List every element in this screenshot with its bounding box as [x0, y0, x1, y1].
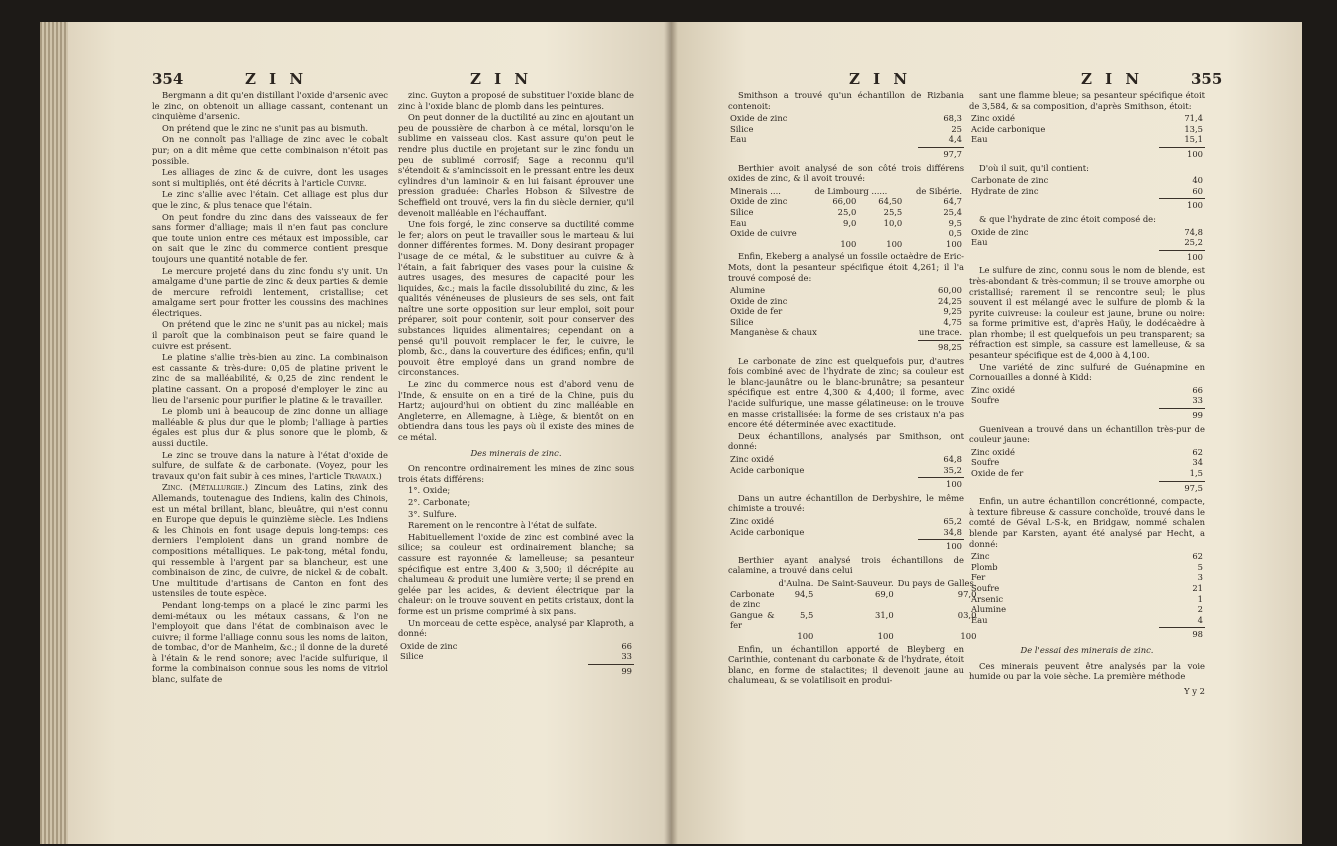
table-label: Silice — [730, 206, 754, 217]
composition-table — [969, 227, 1205, 248]
table-row — [728, 134, 964, 145]
page-edges — [40, 22, 68, 844]
table-total-row — [728, 239, 964, 250]
entry-heading: Zinc. (Métallurgie.) — [162, 482, 249, 493]
running-head-col2: Z I N — [470, 70, 533, 88]
paragraph: On rencontre ordinairement les mines de zinc sous trois états différens: — [398, 463, 634, 484]
table-value: 4,4 — [948, 134, 962, 145]
paragraph: Pendant long-temps on a placé le zinc parmi les demi-métaux ou les métaux cassans, & l'on ne l'employoit que dans l'état de combinaison avec le cuivre; il forme l'alliage connu sous les noms de laiton, de tombac, d'or de Manheim, &c.; il donne de la dureté à l'étain & le rend sonore; avec l'acide sulfurique, il forme la combinaison connue sous les noms de vitriol blanc, sulfate de — [152, 599, 388, 685]
paragraph — [152, 167, 388, 188]
left-column-1 — [152, 90, 388, 686]
table-label: Alumine — [971, 604, 1007, 615]
running-head-col2: Z I N — [1081, 70, 1144, 88]
table-label: Oxide de zinc — [971, 226, 1029, 237]
paragraph: Le plomb uni à beaucoup de zinc donne un alliage malléable & plus dur que le plomb; l'alliage à parties égales est plus dur & plus sonore que le plomb, & aussi ductile. — [152, 406, 388, 448]
table-header: Du pays de Galles. — [897, 577, 977, 588]
table-header: de Limbourg ...... — [814, 185, 888, 196]
table-total: 97,5 — [1184, 482, 1203, 493]
paragraph: On prétend que le zinc ne s'unit pas au nickel; mais il paroît que la combinaison peut se faire quand le cuivre est présent. — [152, 319, 388, 351]
table-value: 65,2 — [943, 515, 962, 526]
table-value: 35,2 — [943, 464, 962, 475]
list-item: 2°. Carbonate; — [408, 496, 471, 507]
table-label: Carbonate de zinc — [730, 588, 775, 610]
table-total: 100 — [946, 238, 962, 249]
table-row — [969, 124, 1205, 135]
table-header: Minerais .... — [730, 185, 781, 196]
paragraph: Berthier avoit analysé de son côté trois différens oxides de zinc, & il avoit trouvé: — [728, 162, 964, 184]
table-row — [969, 615, 1205, 626]
table-label: Acide carbonique — [730, 464, 805, 475]
table-total: 98 — [1192, 629, 1203, 640]
sum-rule — [1159, 408, 1205, 409]
table-row — [728, 317, 964, 328]
paragraph: Smithson a trouvé qu'un échantillon de Rizbania contenoit: — [728, 90, 964, 111]
paragraph — [152, 450, 388, 482]
table-total: 100 — [1187, 251, 1203, 262]
table-row — [969, 551, 1205, 562]
book-spread — [40, 22, 1302, 844]
paragraph: Une fois forgé, le zinc conserve sa ductilité comme le fer; alors on peut le travailler sous le marteau & lui donner différentes formes. M. Dony desirant propager l'usage de ce métal, & le substituer au cuivre & à l'étain, a fait fabriquer des vases pour la cuisine & autres usages, des mesures de capacité pour les liquides, &c.; mais la facile dissolubilité du zinc, & les qualités vénéneuses de plusieurs de ses sels, ont fait naître une sorte opposition sur leur emploi, soit pour préparer, soit pour contenir, soit pour conserver des substances liquides alimentaires; cependant on a pensé qu'il pouvoit remplacer le fer, le cuivre, le plomb, &c., dans la couverture des édifices; enfin, qu'il pouvoit être employé dans un grand nombre de circonstances. — [398, 219, 634, 378]
table-value: 64,7 — [943, 196, 962, 207]
left-page — [40, 22, 671, 844]
table-value: 10,0 — [883, 217, 903, 228]
composition-table — [969, 551, 1205, 625]
paragraph: On ne connoît pas l'alliage de zinc avec le cobalt pur; on a dit même que cette combinaison n'étoit pas possible. — [152, 134, 388, 166]
table-value: 25,0 — [837, 206, 857, 217]
table-label: Oxide de zinc — [730, 196, 788, 207]
table-row — [398, 651, 634, 662]
paragraph: D'où il suit, qu'il contient: — [979, 162, 1089, 173]
table-value: 64,8 — [943, 454, 962, 464]
page-number: 355 — [1191, 70, 1223, 88]
table-total: 100 — [946, 479, 962, 490]
table-row — [728, 527, 964, 538]
list-item: 1°. Oxide; — [408, 485, 451, 496]
paragraph: Enfin, un autre échantillon concrétionné, compacte, à texture fibreuse & cassure conchoïde, trouvé dans le comté de Géval L-S-k, en Bridgaw, nommé schalen blende par Karsten, ayant été analysé par Hecht, a donné: — [969, 496, 1205, 549]
sum-rule — [1159, 627, 1205, 628]
table-label: Oxide de fer — [730, 306, 783, 317]
table-value: 03,0 — [957, 609, 977, 620]
table-label: Zinc oxidé — [971, 446, 1016, 457]
table-value: 34,8 — [943, 526, 962, 537]
table-label: Silice — [730, 123, 754, 134]
right-column-2 — [969, 90, 1205, 696]
table-value: 3 — [1197, 572, 1203, 583]
sum-rule — [918, 340, 964, 341]
table-total: 99 — [621, 665, 632, 676]
table-total: 100 — [946, 541, 962, 552]
table-label: Arsenic — [971, 593, 1004, 604]
paragraph-text: Les alliages de zinc & de cuivre, dont les usages sont si multipliés, ont été décrits à l'article — [152, 167, 388, 188]
table-value: 25,4 — [943, 206, 962, 217]
table-row — [728, 218, 964, 229]
paragraph: Le mercure projeté dans du zinc fondu s'y unit. Un amalgame d'une partie de zinc & deux parties & demie de mercure refroidi lentement, cristallise; cet amalgame sert pour frotter les coussins des machines électriques. — [152, 265, 388, 318]
table-value: 31,0 — [875, 609, 894, 620]
composition-table — [969, 385, 1205, 406]
paragraph: Le zinc du commerce nous est d'abord venu de l'Inde, & ensuite on en a tiré de la Chine, puis du Hartz; aujourd'hui on obtient du zinc malléable en Angleterre, en Allemagne, à Liège, & bientôt on en obtiendra dans tous les pays où il existe des mines de ce métal. — [398, 379, 634, 442]
paragraph: Deux échantillons, analysés par Smithson, ont donné: — [728, 430, 964, 452]
table-label: Soufre — [971, 395, 1000, 406]
paragraph: Berthier ayant analysé trois échantillons de calamine, a trouvé dans celui — [728, 554, 964, 576]
table-value: 2 — [1197, 604, 1203, 615]
table-label: Eau — [971, 237, 988, 248]
paragraph — [152, 482, 388, 599]
table-value: 9,25 — [943, 306, 962, 317]
table-label: Silice — [400, 651, 424, 662]
composition-table — [969, 175, 1205, 196]
table-value: 71,4 — [1184, 113, 1203, 124]
table-label: Eau — [971, 614, 988, 625]
table-row — [969, 385, 1205, 396]
sum-rule — [918, 147, 964, 148]
table-value: 4,75 — [943, 316, 962, 327]
left-column-2 — [398, 90, 634, 679]
table-total: 100 — [1187, 148, 1203, 159]
paragraph: Le zinc s'allie avec l'étain. Cet alliage est plus dur que le zinc, & plus tenace que l'étain. — [152, 189, 388, 210]
table-value: 0,5 — [948, 228, 962, 239]
table-row — [969, 447, 1205, 458]
table-value: 5,5 — [800, 609, 814, 620]
table-value: 66 — [1192, 384, 1203, 395]
table-row — [969, 468, 1205, 479]
paragraph: Le sulfure de zinc, connu sous le nom de blende, est très-abondant & très-commun; il se trouve amorphe ou cristallisé; rarement il se rencontre seul; le plus souvent il est mélangé avec le sulfure de plomb & la pyrite cuivreuse: la couleur est jaune, brune ou noire: sa forme primitive est, d'après Haüy, le dodécaèdre à plan rhombe; il est quelquefois un peu transparent; sa réfraction est simple, sa cassure est lamelleuse, & sa pesanteur spécifique est de 4,000 à 4,100. — [969, 265, 1205, 361]
list-item: 3°. Sulfure. — [408, 508, 457, 519]
table-label: Soufre — [971, 582, 1000, 593]
sum-rule — [1159, 147, 1205, 148]
table-value — [858, 228, 904, 239]
sum-rule — [1159, 198, 1205, 199]
table-row — [969, 604, 1205, 615]
paragraph: Guenivean a trouvé dans un échantillon très-pur de couleur jaune: — [969, 423, 1205, 445]
paragraph: Le platine s'allie très-bien au zinc. La combinaison est cassante & très-dure: 0,05 de platine privent le zinc de sa malléabilité, & 0,25 de zinc rendent le platine cassant. On a proposé d'employer le zinc au lieu de l'arsenic pour purifier le platine & le travailler. — [152, 352, 388, 405]
table-total: 100 — [1187, 200, 1203, 211]
composition-table — [398, 641, 634, 662]
table-total: 100 — [877, 630, 894, 641]
table-label: Manganèse & chaux — [730, 327, 817, 338]
table-row — [969, 227, 1205, 238]
section-title: Des minerais de zinc. — [470, 447, 562, 458]
paragraph: Bergmann a dit qu'en distillant l'oxide d'arsenic avec le zinc, on obtenoit un alliage cassant, contenant un cinquième d'arsenic. — [152, 90, 388, 122]
table-value: 33 — [621, 651, 632, 662]
table-row — [728, 296, 964, 307]
table-value: 24,25 — [938, 295, 962, 306]
running-head: Z I N — [245, 70, 308, 88]
table-total: 98,25 — [938, 342, 962, 353]
table-row — [728, 207, 964, 218]
table-value: 69,0 — [875, 588, 894, 599]
comparison-table — [728, 186, 964, 250]
paragraph: On peut donner de la ductilité au zinc en ajoutant un peu de poussière de charbon à ce métal, lorsqu'on le sublime en vaisseau clos. Kast assure qu'on peut le rendre plus ductile en projetant sur le zinc fondu un peu de sublimé corrosif; Sage a reconnu qu'il s'étendoit & s'amincissoit en le pressant entre les deux cylindres d'un laminoir & en lui faisant éprouver une pression graduée: Charles Hobson & Silvestre de Scheffield ont trouvé, vers la fin du siècle dernier, qu'il devenoit malléable en l'échauffant. — [398, 112, 634, 218]
table-row — [969, 583, 1205, 594]
table-value: 66,00 — [832, 196, 857, 207]
sum-rule — [1159, 481, 1205, 482]
table-value: 33 — [1192, 395, 1203, 406]
table-value: 68,3 — [943, 113, 962, 124]
running-head: Z I N — [849, 70, 912, 88]
paragraph: zinc. Guyton a proposé de substituer l'oxide blanc de zinc à l'oxide blanc de plomb dans les peintures. — [398, 90, 634, 111]
table-row — [969, 457, 1205, 468]
table-value: 9,0 — [843, 217, 857, 228]
table-row — [969, 113, 1205, 124]
table-row — [728, 285, 964, 296]
table-value: 62 — [1192, 551, 1203, 562]
table-header: de Sibérie. — [915, 185, 962, 196]
table-value: 40 — [1192, 175, 1203, 186]
table-value: 21 — [1192, 582, 1203, 593]
table-label: Hydrate de zinc — [971, 185, 1039, 196]
table-row — [728, 465, 964, 476]
table-row — [728, 327, 964, 338]
right-page — [671, 22, 1302, 844]
table-label: Eau — [971, 134, 988, 145]
table-row — [969, 175, 1205, 186]
table-row — [969, 186, 1205, 197]
table-total: 100 — [886, 238, 903, 249]
table-value: 94,5 — [794, 588, 814, 599]
table-value: 5 — [1197, 561, 1203, 572]
table-value — [812, 228, 858, 239]
table-value: 34 — [1192, 457, 1203, 468]
paragraph: sant une flamme bleue; sa pesanteur spécifique étoit de 3,584, & sa composition, d'après Smithson, étoit: — [969, 90, 1205, 111]
paragraph: Une variété de zinc sulfuré de Guénapmine en Cornouailles a donné à Kidd: — [969, 361, 1205, 383]
table-total: 100 — [797, 630, 814, 641]
table-label: Oxide de zinc — [730, 113, 788, 124]
table-label: Alumine — [730, 285, 766, 296]
paragraph: Habituellement l'oxide de zinc est combiné avec la silice; sa couleur est ordinairement blanche; sa cassure est rayonnée & lamelleuse; sa pesanteur spécifique est entre 3,400 & 3,500; il décrépite au chalumeau & produit une lumière verte; il se prend en gelée par les acides, & devient électrique par la chaleur: on le trouve souvent en petits cristaux, dont la forme est un prisme comprimé à six pans. — [398, 531, 634, 616]
paragraph-text: Le zinc se trouve dans la nature à l'état d'oxide de sulfure, de sulfate & de carbonate. (Voyez, pour les travaux qu'on fait subir à ces mines, l'article — [152, 449, 388, 481]
paragraph: On peut fondre du zinc dans des vaisseaux de fer sans former d'alliage; mais il n'en faut pas conclure que toute union entre ces métaux est impossible, car on sait que le zinc du commerce contient presque toujours une quantité notable de fer. — [152, 211, 388, 264]
table-label: Eau — [730, 217, 747, 228]
table-row — [728, 124, 964, 135]
table-label: Carbonate de zinc — [971, 175, 1049, 186]
paragraph: Ces minerais peuvent être analysés par la voie humide ou par la voie sèche. La première méthode — [969, 660, 1205, 682]
table-row — [728, 589, 978, 610]
catchword: Y y 2 — [1184, 685, 1205, 696]
table-value: 13,5 — [1184, 123, 1203, 134]
table-header-row — [728, 578, 978, 589]
sum-rule — [588, 664, 634, 665]
table-value: une trace. — [918, 327, 962, 338]
table-row — [728, 196, 964, 207]
table-row — [728, 454, 964, 465]
table-row — [398, 641, 634, 652]
table-label: Zinc oxidé — [971, 113, 1016, 124]
table-value: 1,5 — [1189, 468, 1203, 478]
table-value: 66 — [621, 640, 632, 651]
table-row — [728, 113, 964, 124]
table-row — [969, 134, 1205, 145]
table-row — [728, 610, 978, 631]
table-label: Plomb — [971, 561, 998, 572]
right-column-1 — [728, 90, 977, 687]
table-row — [969, 237, 1205, 248]
table-label: Zinc oxidé — [971, 384, 1016, 395]
table-label: Acide carbonique — [971, 123, 1046, 134]
table-label: Oxide de fer — [971, 468, 1024, 478]
composition-table — [728, 454, 964, 475]
comparison-table — [728, 578, 978, 642]
table-label: Oxide de cuivre — [730, 228, 797, 239]
paragraph: Le carbonate de zinc est quelquefois pur, d'autres fois combiné avec de l'hydrate de zinc; sa couleur est le blanc-jaunâtre ou le blanc-brunâtre; sa pesanteur spécifique est entre 4,300 & 4,400; il forme, avec l'acide sulfurique, une masse gélatineuse: on le trouve en masse cristallisée: la forme de ses cristaux n'a pas encore été déterminée avec exactitude. — [728, 355, 964, 430]
paragraph: On prétend que le zinc ne s'unit pas au bismuth. — [162, 122, 369, 133]
paragraph: Rarement on le rencontre à l'état de sulfate. — [408, 520, 598, 531]
table-label: Zinc oxidé — [730, 454, 775, 464]
table-label: Eau — [730, 134, 747, 145]
table-value: 62 — [1192, 446, 1203, 457]
table-value: 4 — [1197, 614, 1203, 625]
table-value: 60,00 — [938, 285, 962, 296]
composition-table — [969, 113, 1205, 145]
composition-table — [728, 516, 964, 537]
table-value: 74,8 — [1184, 226, 1203, 237]
table-value: 97,0 — [957, 588, 977, 599]
table-row — [969, 562, 1205, 573]
paragraph: Enfin, Ekeberg a analysé un fossile octaèdre de Eric-Mots, dont la pesanteur spécifique étoit 4,261; il l'a trouvé composé de: — [728, 251, 964, 283]
table-label: Zinc — [971, 551, 990, 562]
composition-table — [728, 285, 964, 338]
table-label: Fer — [971, 572, 986, 583]
table-value: 9,5 — [948, 217, 962, 228]
table-label: Gangue & fer — [730, 609, 775, 631]
table-label: Zinc oxidé — [730, 515, 775, 526]
table-total: 100 — [960, 630, 977, 641]
table-header: d'Aulna. — [778, 577, 814, 588]
sum-rule — [918, 477, 964, 478]
paragraph: Dans un autre échantillon de Derbyshire, le même chimiste a trouvé: — [728, 492, 964, 514]
book-gutter — [664, 22, 678, 844]
table-value: 15,1 — [1184, 134, 1203, 145]
table-label: Silice — [730, 316, 754, 327]
section-title: De l'essai des minerais de zinc. — [1020, 644, 1154, 655]
table-row — [728, 516, 964, 527]
composition-table — [728, 113, 964, 145]
sum-rule — [918, 539, 964, 540]
table-total: 99 — [1192, 410, 1203, 421]
table-row — [969, 572, 1205, 583]
table-value: 60 — [1192, 185, 1203, 196]
table-row — [728, 228, 964, 239]
table-label: Oxide de zinc — [730, 295, 788, 306]
table-header: De Saint-Sauveur. — [817, 577, 894, 588]
table-total: 97,7 — [943, 148, 962, 159]
table-value: 25 — [951, 123, 962, 134]
composition-table — [969, 447, 1205, 479]
paragraph-text: Zincum des Latins, zink des Allemands, toutenague des Indiens, kalin des Chinois, est un métal brillant, blanc, bleuâtre, qui n'est connu en Europe que depuis le quinzième siècle. Les Indiens & les Chinois en font usage depuis long-temps: ces derniers l'emploient dans un grand nombre de compositions métalliques. Le pak-tong, métal fondu, qui ressemble à l'argent par sa blancheur, est une combinaison de zinc, de cuivre, de nickel & de cobalt. Une multitude d'artisans de Canton en font des ustensiles de toute espèce. — [152, 482, 388, 599]
table-value: 25,2 — [1184, 237, 1203, 248]
table-label: Oxide de zinc — [400, 640, 458, 651]
table-header-row — [728, 186, 964, 197]
sum-rule — [1159, 250, 1205, 251]
table-total: 100 — [840, 238, 857, 249]
cross-reference: Cuivre. — [336, 177, 367, 188]
table-row — [969, 594, 1205, 605]
table-value: 64,50 — [878, 196, 903, 207]
paragraph: Enfin, un échantillon apporté de Bleyberg en Carinthie, contenant du carbonate & de l'hydrate, étoit blanc, en forme de stalactites; il devenoit jaune au chalumeau, & se volatilisoit en produi- — [728, 643, 964, 686]
cross-reference: Travaux.) — [344, 470, 382, 481]
table-row — [728, 306, 964, 317]
paragraph: & que l'hydrate de zinc étoit composé de: — [979, 213, 1156, 224]
table-total-row — [728, 631, 978, 642]
table-label: Soufre — [971, 457, 1000, 468]
page-number: 354 — [152, 70, 184, 88]
table-row — [969, 395, 1205, 406]
paragraph: Un morceau de cette espèce, analysé par Klaproth, a donné: — [398, 617, 634, 639]
table-value: 25,5 — [883, 206, 903, 217]
table-label: Acide carbonique — [730, 526, 805, 537]
table-value: 1 — [1197, 593, 1203, 604]
